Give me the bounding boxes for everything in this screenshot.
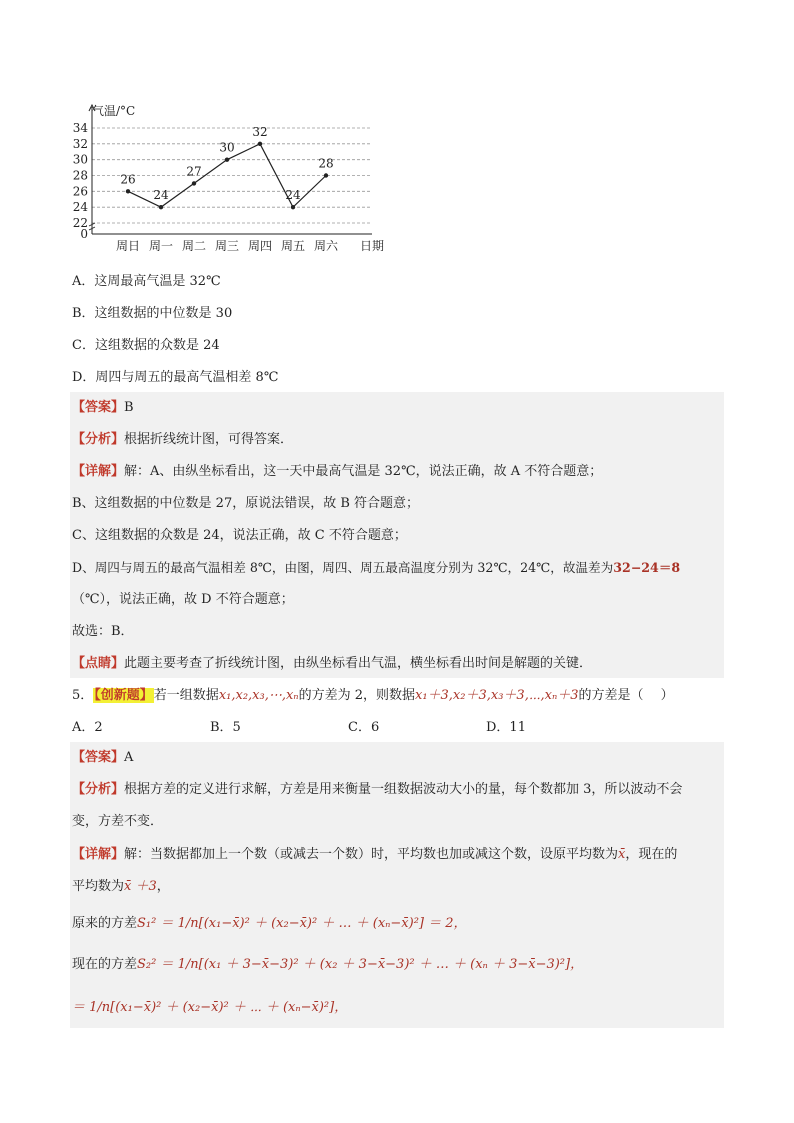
detail-text: ，现在的: [625, 847, 678, 862]
answer-value: A: [124, 750, 134, 765]
analysis-tag: 【分析】: [72, 782, 125, 797]
q5-analysis-line-2: 变，方差不变．: [72, 814, 164, 829]
comment-tag: 【点睛】: [72, 656, 125, 671]
y-tick-label: 24: [72, 200, 88, 215]
data-point: [324, 173, 328, 177]
answer-tag: 【答案】: [72, 750, 125, 765]
y-axis-label: 气温/°C: [92, 104, 136, 118]
stem-text: 的方差是（ ）: [578, 688, 674, 703]
original-variance-formula: S₁² ＝ 1/n[(x₁−x̄)² ＋ (x₂−x̄)² ＋ … ＋ (xₙ−x̄)²] ＝ 2，: [137, 916, 467, 931]
q5-option-d: D．11: [486, 720, 526, 735]
data-label: 24: [285, 188, 301, 203]
q5-option-a: A．2: [72, 720, 103, 735]
q5-option-b: B．5: [210, 720, 241, 735]
temperature-line-chart: [70, 95, 400, 260]
q4-detail-line-3: C、这组数据的众数是 24，说法正确，故 C 不符合题意；: [72, 528, 407, 543]
data-label: 27: [186, 164, 202, 179]
stem-text: 的方差为 2，则数据: [298, 688, 415, 703]
detail-text: 解：A、由纵坐标看出，这一天中最高气温是 32℃，说法正确，故 A 不符合题意；: [124, 464, 603, 479]
data-point: [192, 181, 196, 185]
q4-option-d: D．周四与周五的最高气温相差 8℃: [72, 370, 279, 385]
q5-detail-line-2: [72, 877, 170, 897]
q5-detail-line-1: [72, 845, 677, 865]
detail-text: D、周四与周五的最高气温相差 8℃，由图，周四、周五最高温度分别为 32℃，24℃，故温差为: [72, 560, 614, 575]
data-label: 24: [153, 188, 169, 203]
variance-label: 现在的方差: [72, 957, 138, 972]
data-labels: [120, 125, 333, 202]
y-tick-label: 0: [80, 227, 88, 241]
q5-simplified-variance: [72, 998, 347, 1018]
answer-value: B: [124, 400, 134, 415]
mean-symbol: x̄: [618, 847, 626, 862]
data-label: 26: [120, 172, 136, 187]
q4-detail-line-2: B、这组数据的中位数是 27，原说法错误，故 B 符合题意；: [72, 496, 420, 511]
x-tick-label: 周二: [181, 239, 207, 253]
answer-tag: 【答案】: [72, 400, 125, 415]
y-tick-label: 30: [72, 152, 88, 167]
y-tick-labels: [73, 121, 89, 241]
data-point: [159, 205, 163, 209]
stem-text: 若一组数据: [153, 688, 219, 703]
simplified-variance-formula: ＝ 1/n[(x₁−x̄)² ＋ (x₂−x̄)² ＋ ⋯ ＋ (xₙ−x̄)²]，: [72, 1000, 348, 1015]
detail-text: 解：当数据都加上一个数（或减去一个数）时，平均数也加或减这个数，设原平均数为: [124, 847, 619, 862]
innovation-tag: 【创新题】: [94, 688, 153, 703]
data-point: [126, 189, 130, 193]
q4-answer: [72, 398, 134, 418]
y-tick-label: 28: [72, 168, 88, 183]
comment-text: 此题主要考查了折线统计图，由纵坐标看出气温，横坐标看出时间是解题的关键．: [124, 656, 593, 671]
temperature-difference-formula: 32−24＝8: [613, 560, 681, 575]
x-axis-label: 日期: [360, 239, 385, 253]
detail-text: 平均数为: [72, 879, 125, 894]
y-tick-label: 22: [72, 216, 88, 230]
new-variance-formula: S₂² ＝ 1/n[(x₁ ＋ 3−x̄−3)² ＋ (x₂ ＋ 3−x̄−3)² ＋ … ＋ (xₙ ＋ 3−x̄−3)²]，: [137, 957, 584, 972]
analysis-text: 根据方差的定义进行求解，方差是用来衡量一组数据波动大小的量，每个数都加 3，所以波动不会: [124, 782, 683, 797]
q4-detail-line-5: （℃），说法正确，故 D 不符合题意；: [72, 592, 294, 607]
analysis-text: 根据折线统计图，可得答案．: [124, 432, 294, 447]
x-tick-label: 周日: [115, 239, 141, 253]
variance-label: 原来的方差: [72, 916, 138, 931]
x-tick-label: 周一: [148, 239, 174, 253]
y-tick-label: 34: [72, 121, 88, 135]
q5-original-variance: [72, 914, 467, 934]
x-tick-label: 周六: [313, 239, 339, 253]
q5-answer: [72, 748, 133, 768]
y-tick-label: 32: [72, 136, 88, 151]
x-tick-label: 周四: [247, 239, 273, 253]
data-point: [258, 142, 262, 146]
q4-comment: [72, 654, 592, 674]
q4-option-c: C．这组数据的众数是 24: [72, 338, 220, 353]
x-tick-label: 周五: [280, 239, 306, 253]
q4-choose: 故选：B．: [72, 624, 134, 639]
y-tick-label: 26: [72, 184, 88, 199]
q4-option-b: B．这组数据的中位数是 30: [72, 306, 233, 321]
q4-analysis: [72, 430, 293, 450]
detail-tag: 【详解】: [72, 464, 125, 479]
q5-new-variance: [72, 955, 583, 975]
stem-math-new-data: x₁＋3,x₂＋3,x₃＋3,⋯,xₙ＋3: [414, 688, 579, 703]
q4-detail-line-4: [72, 558, 680, 578]
q5-analysis-line-1: [72, 780, 682, 800]
question-number: 5．: [72, 688, 94, 703]
q4-detail-line-1: [72, 462, 602, 482]
analysis-tag: 【分析】: [72, 432, 125, 447]
q4-option-a: A．这周最高气温是 32℃: [72, 274, 221, 289]
x-tick-labels: [116, 239, 339, 253]
data-label: 32: [252, 124, 268, 139]
new-mean-formula: x̄ ＋3: [124, 879, 157, 894]
data-point: [291, 205, 295, 209]
detail-text: ，: [156, 879, 170, 894]
x-tick-label: 周三: [214, 239, 240, 253]
q5-option-c: C．6: [348, 720, 380, 735]
stem-math-data: x₁,x₂,x₃,⋯,xₙ: [218, 688, 299, 703]
data-label: 28: [318, 156, 334, 171]
data-label: 30: [219, 140, 235, 155]
data-point: [225, 157, 229, 161]
q5-stem: [72, 686, 674, 706]
detail-tag: 【详解】: [72, 847, 125, 862]
